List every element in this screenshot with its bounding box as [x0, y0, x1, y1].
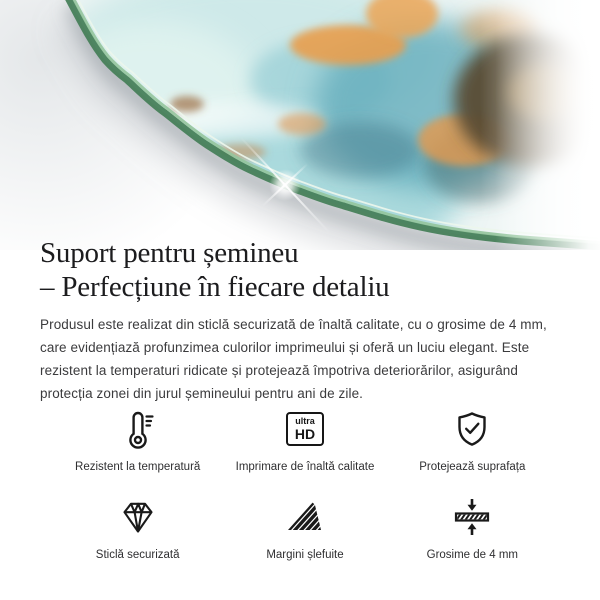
feature-label: Imprimare de înaltă calitate — [235, 461, 375, 473]
feature-label: Rezistent la temperatură — [75, 461, 201, 473]
feature-label: Protejează suprafața — [419, 461, 526, 473]
ultra-hd-icon-text-top: ultra — [295, 416, 315, 426]
shield-check-icon — [452, 408, 492, 450]
feature-label: Margini șlefuite — [266, 549, 344, 561]
feature-temperature-resistant — [54, 408, 221, 474]
feature-polished-edges — [221, 496, 388, 562]
feature-grid — [40, 408, 570, 562]
feature-label: Sticlă securizată — [95, 549, 180, 561]
thickness-icon — [452, 496, 492, 538]
ultra-hd-icon-text-bottom: HD — [294, 426, 316, 442]
page-title-line1: Suport pentru șemineu — [40, 237, 299, 269]
page-title — [40, 236, 570, 304]
thermometer-icon — [118, 408, 158, 450]
feature-label: Grosime de 4 mm — [426, 549, 519, 561]
glass-disc — [0, 0, 600, 250]
feature-print-quality — [221, 408, 388, 474]
page-title-line2: – Perfecțiune în fiecare detaliu — [40, 271, 390, 303]
right-fade — [495, 0, 600, 250]
product-description-text: Produsul este realizat din sticlă securizată de înaltă calitate, cu o grosime de 4 mm, care evidențiază profunzimea culorilor imprimeului și oferă un luciu elegant. Este rezistent la temperaturi ridicate și protejează împotriva deteriorărilor, asigurând protecția zonei din jurul șemineului pentru ani de zile. — [40, 317, 547, 401]
feature-thickness — [389, 496, 556, 562]
polished-edges-icon — [285, 496, 325, 538]
product-description-section — [0, 236, 600, 562]
feature-surface-protection — [389, 408, 556, 474]
product-photo — [0, 0, 600, 250]
diamond-icon — [118, 496, 158, 538]
ultra-hd-icon — [286, 408, 324, 450]
feature-tempered-glass — [54, 496, 221, 562]
